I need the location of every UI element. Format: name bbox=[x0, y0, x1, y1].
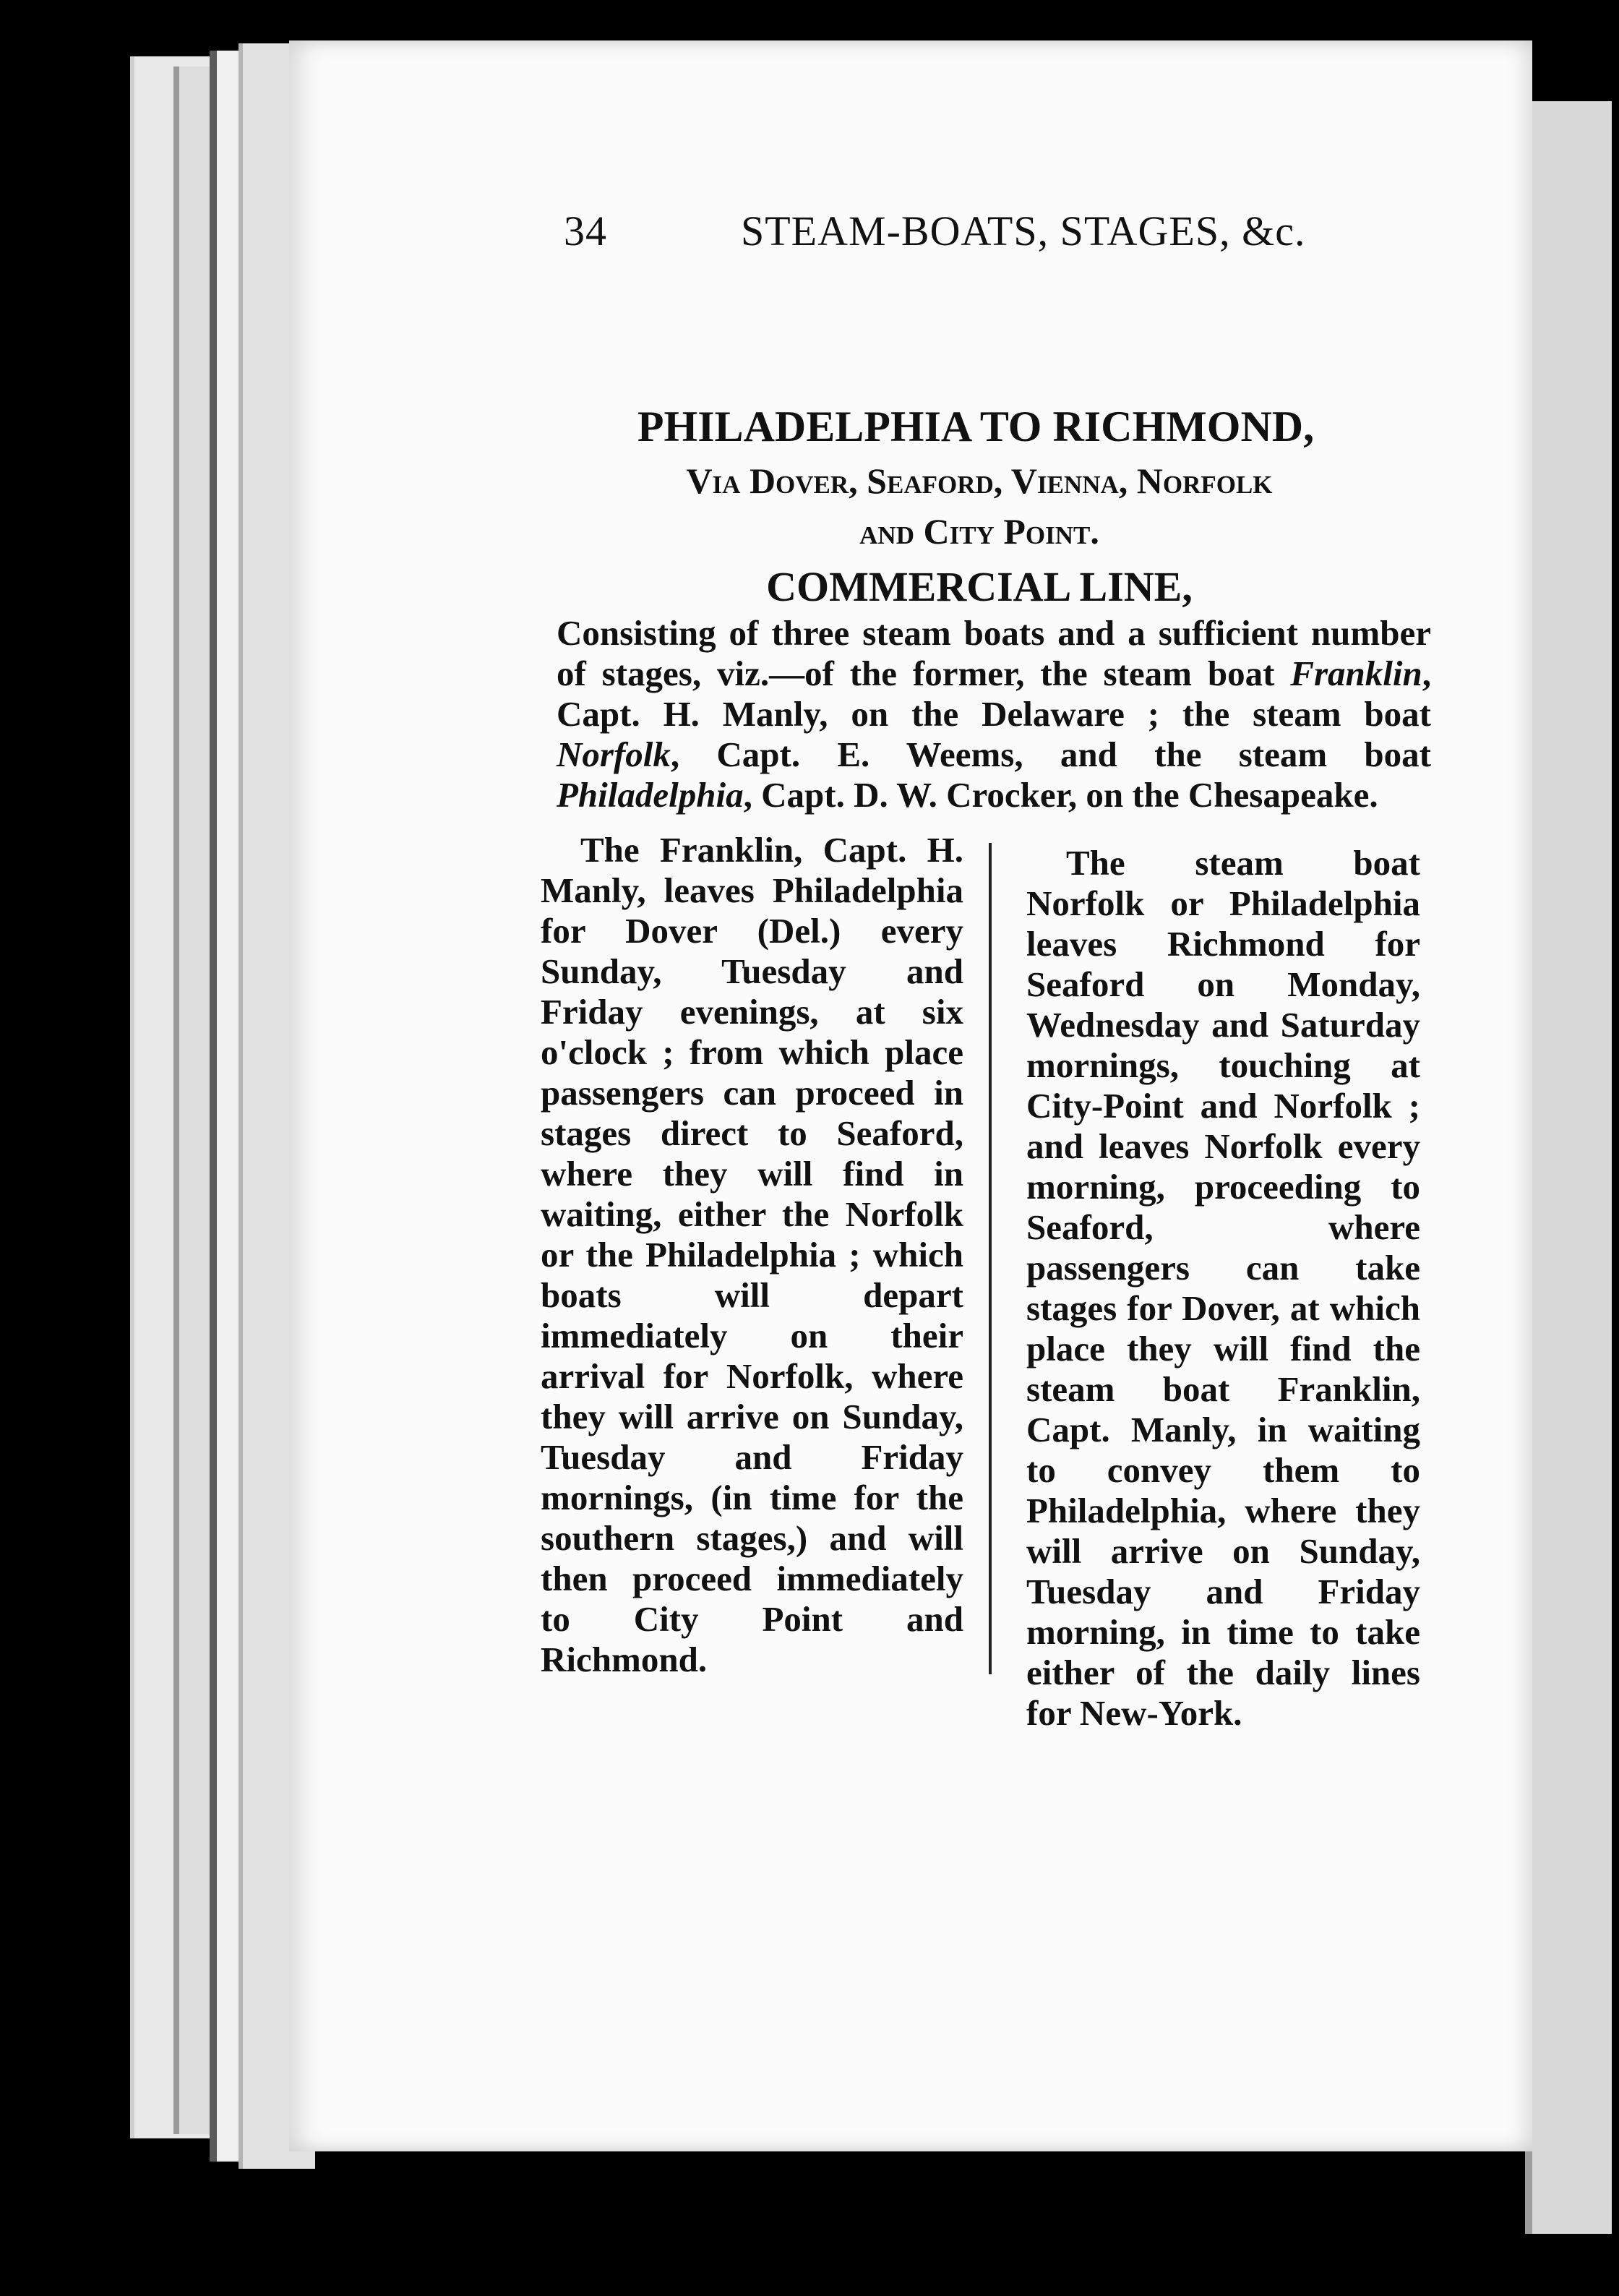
boat-name-norfolk: Norfolk bbox=[557, 734, 671, 774]
route-via-line-2: and City Point. bbox=[859, 511, 1099, 552]
intro-text: , Capt. H. Manly, on the Delaware ; the steam boat bbox=[557, 654, 1431, 734]
line-name: COMMERCIAL LINE, bbox=[766, 563, 1193, 610]
running-head: STEAM-BOATS, STAGES, &c. bbox=[741, 207, 1306, 254]
facing-page-edge bbox=[1525, 101, 1612, 2234]
intro-text: , Capt. E. Weems, and the steam boat bbox=[670, 734, 1431, 774]
intro-text: , Capt. D. W. Crocker, on the Chesapeake. bbox=[743, 775, 1378, 815]
page-number: 34 bbox=[564, 207, 607, 254]
route-title: PHILADELPHIA TO RICHMOND, bbox=[637, 403, 1315, 450]
boat-name-philadelphia: Philadelphia bbox=[557, 775, 744, 815]
boat-name-franklin: Franklin bbox=[1290, 654, 1422, 693]
right-column: The steam boat Norfolk or Philadelphia leaves Richmond for Seaford on Monday, Wednesday and Saturday mornings, touching at City-Point and Norfolk ; and leaves Norfolk every morning, proceeding to Seaford, where passengers can take stages for Dover, at which place they will find the steam boat Franklin, Capt. Manly, in waiting to convey them to Philadelphia, where they will arrive on Sunday, Tuesday and Friday morning, in time to take either of the daily lines for New-York. bbox=[1026, 843, 1420, 1733]
left-column: The Franklin, Capt. H. Manly, leaves Philadelphia for Dover (Del.) every Sunday, Tuesday and Friday evenings, at six o'clock ; from which place passengers can proceed in stages direct to Seaford, where they will find in waiting, either the Norfolk or the Philadelphia ; which boats will depart immediately on their arrival for Norfolk, where they will arrive on Sunday, Tuesday and Friday mornings, (in time for the southern stages,) and will then proceed immediately to City Point and Richmond. bbox=[541, 830, 963, 1679]
column-rule bbox=[989, 843, 992, 1674]
book-page bbox=[289, 40, 1532, 2151]
intro-paragraph bbox=[557, 613, 1431, 815]
route-via-line: Via Dover, Seaford, Vienna, Norfolk bbox=[686, 461, 1273, 501]
intro-text: Consisting of three steam boats and a sufficient number of stages, viz.—of the former, the steam boat bbox=[557, 613, 1431, 693]
